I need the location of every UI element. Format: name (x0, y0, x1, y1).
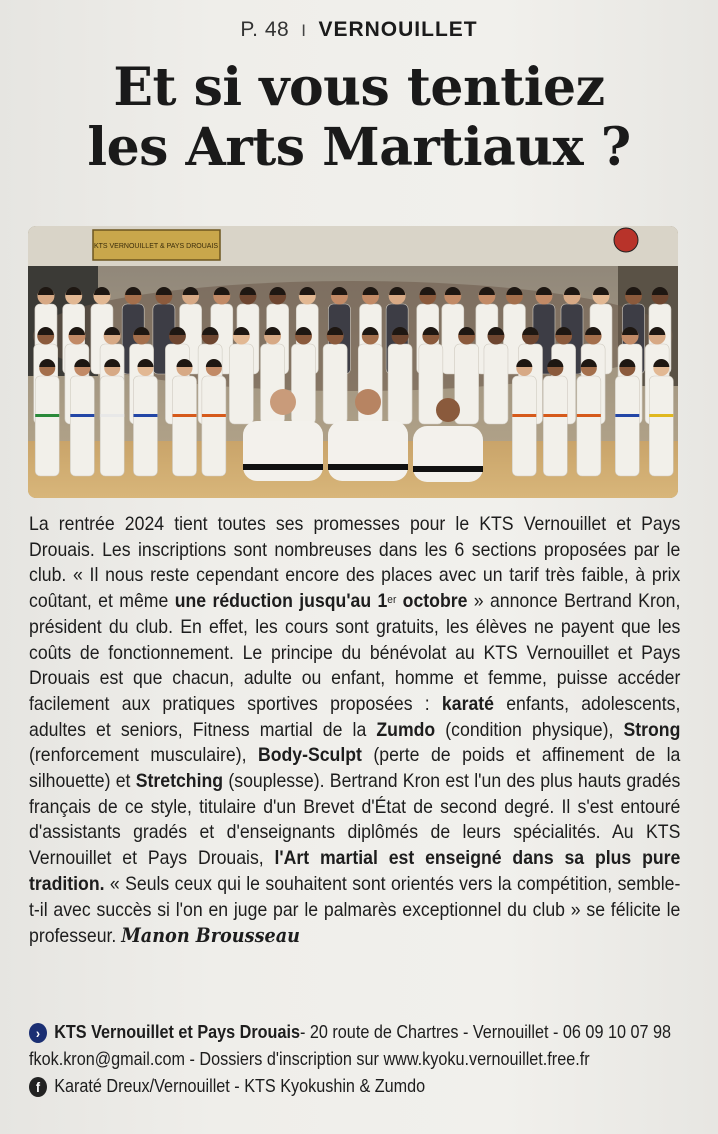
zumdo-label: Zumdo (376, 719, 436, 741)
contact-block (29, 1019, 695, 1100)
student-body (484, 344, 508, 424)
student-body (100, 376, 124, 476)
tradition-highlight: l'Art martial est enseigné dans sa plus pure tradition. (29, 848, 681, 895)
contact-facebook-line[interactable] (29, 1073, 695, 1100)
group-photo (28, 226, 678, 498)
strong-label: Strong (623, 719, 681, 741)
student-body (70, 376, 94, 476)
article-body (29, 512, 680, 950)
body-text-8: « Seuls ceux qui le souhaitent sont orientés vers la compétition, semble-t-il avec succès si l'on en juge par le palmarès exceptionnel du club » se félicite le professeur. (29, 873, 681, 948)
group-photo-illustration (28, 226, 678, 498)
article-author: Manon Brousseau (121, 924, 301, 948)
student-body (512, 376, 536, 476)
student-body (291, 344, 315, 424)
title-line-2: les Arts Martiaux ? (87, 117, 631, 178)
chevron-right-icon: › (29, 1023, 47, 1043)
student-body (323, 344, 347, 424)
student-belt (577, 414, 601, 417)
student-belt (202, 414, 226, 417)
club-name: KTS Vernouillet et Pays Drouais (54, 1022, 300, 1042)
student-body (649, 376, 673, 476)
body-text-7: (souplesse). Bertrand Kron est l'un des plus hauts gradés français de ce style, titulaire d'un Brevet d'État de second degré. Il s'est entouré d'assistants gradés et d'enseignants diplômés de leurs spécialités. Au KTS Vernouillet et Pays Drouais, (29, 771, 681, 870)
header-separator: I (301, 21, 307, 40)
reduction-highlight: une réduction jusqu'au 1 (174, 591, 388, 613)
student-belt (100, 414, 124, 417)
student-belt (133, 414, 157, 417)
student-body (543, 376, 567, 476)
page-number: P. 48 (240, 18, 290, 41)
student-body (202, 376, 226, 476)
student-belt (70, 414, 94, 417)
body-text-1: La rentrée 2024 tient toutes ses promesses pour le KTS Vernouillet et Pays Drouais. Les inscriptions sont nombreuses dans les 6 sections proposées par le club. « Il nous reste cependant encore des places avec un tarif très faible, à prix coûtant, et même (29, 514, 681, 613)
body-text-6: (perte de poids et affinement de la silhouette) et (29, 745, 681, 793)
body-text-4: (condition physique), (435, 719, 624, 741)
karate-label: karaté (441, 693, 494, 715)
reduction-date: octobre (396, 591, 468, 613)
club-emblem (614, 228, 638, 252)
student-belt (615, 414, 639, 417)
body-text-5: (renforcement musculaire), (29, 745, 258, 767)
section-name: VERNOUILLET (318, 18, 478, 41)
student-body (35, 376, 59, 476)
title-line-1: Et si vous tentiez (113, 57, 605, 118)
student-belt (649, 414, 673, 417)
student-body (173, 376, 197, 476)
stretching-label: Stretching (135, 771, 224, 793)
page-header (0, 18, 718, 42)
facebook-icon: f (29, 1077, 47, 1097)
student-body (388, 344, 412, 424)
contact-email-line[interactable]: fkok.kron@gmail.com - Dossiers d'inscription sur www.kyoku.vernouillet.free.fr (29, 1049, 590, 1069)
club-address: - 20 route de Chartres - Vernouillet - 06 09 10 07 98 (299, 1022, 672, 1042)
student-belt (512, 414, 536, 417)
student-body (229, 344, 253, 424)
body-sculpt-label: Body-Sculpt (257, 745, 362, 767)
student-body (615, 376, 639, 476)
student-belt (35, 414, 59, 417)
body-text-2: » annonce Bertrand Kron, président du club. En effet, les cours sont gratuits, les élèves ne payent que les coûts de fonctionnement. Le principe du bénévolat au KTS Vernouillet et Pays Drouais est que chacun, adulte ou enfant, homme et femme, puisse accéder facilement aux pratiques sportives proposées : (29, 591, 681, 715)
article-title (20, 58, 698, 178)
facebook-page[interactable]: Karaté Dreux/Vernouillet - KTS Kyokushin & Zumdo (54, 1076, 426, 1096)
student-body (577, 376, 601, 476)
club-banner-text: KTS VERNOUILLET & PAYS DROUAIS (93, 243, 219, 250)
student-belt (543, 414, 567, 417)
body-text-3: enfants, adolescents, adultes et seniors, Fitness martial de la (29, 693, 681, 741)
student-body (133, 376, 157, 476)
ordinal-suffix: er (387, 594, 397, 607)
contact-club-line (29, 1019, 695, 1046)
student-belt (173, 414, 197, 417)
